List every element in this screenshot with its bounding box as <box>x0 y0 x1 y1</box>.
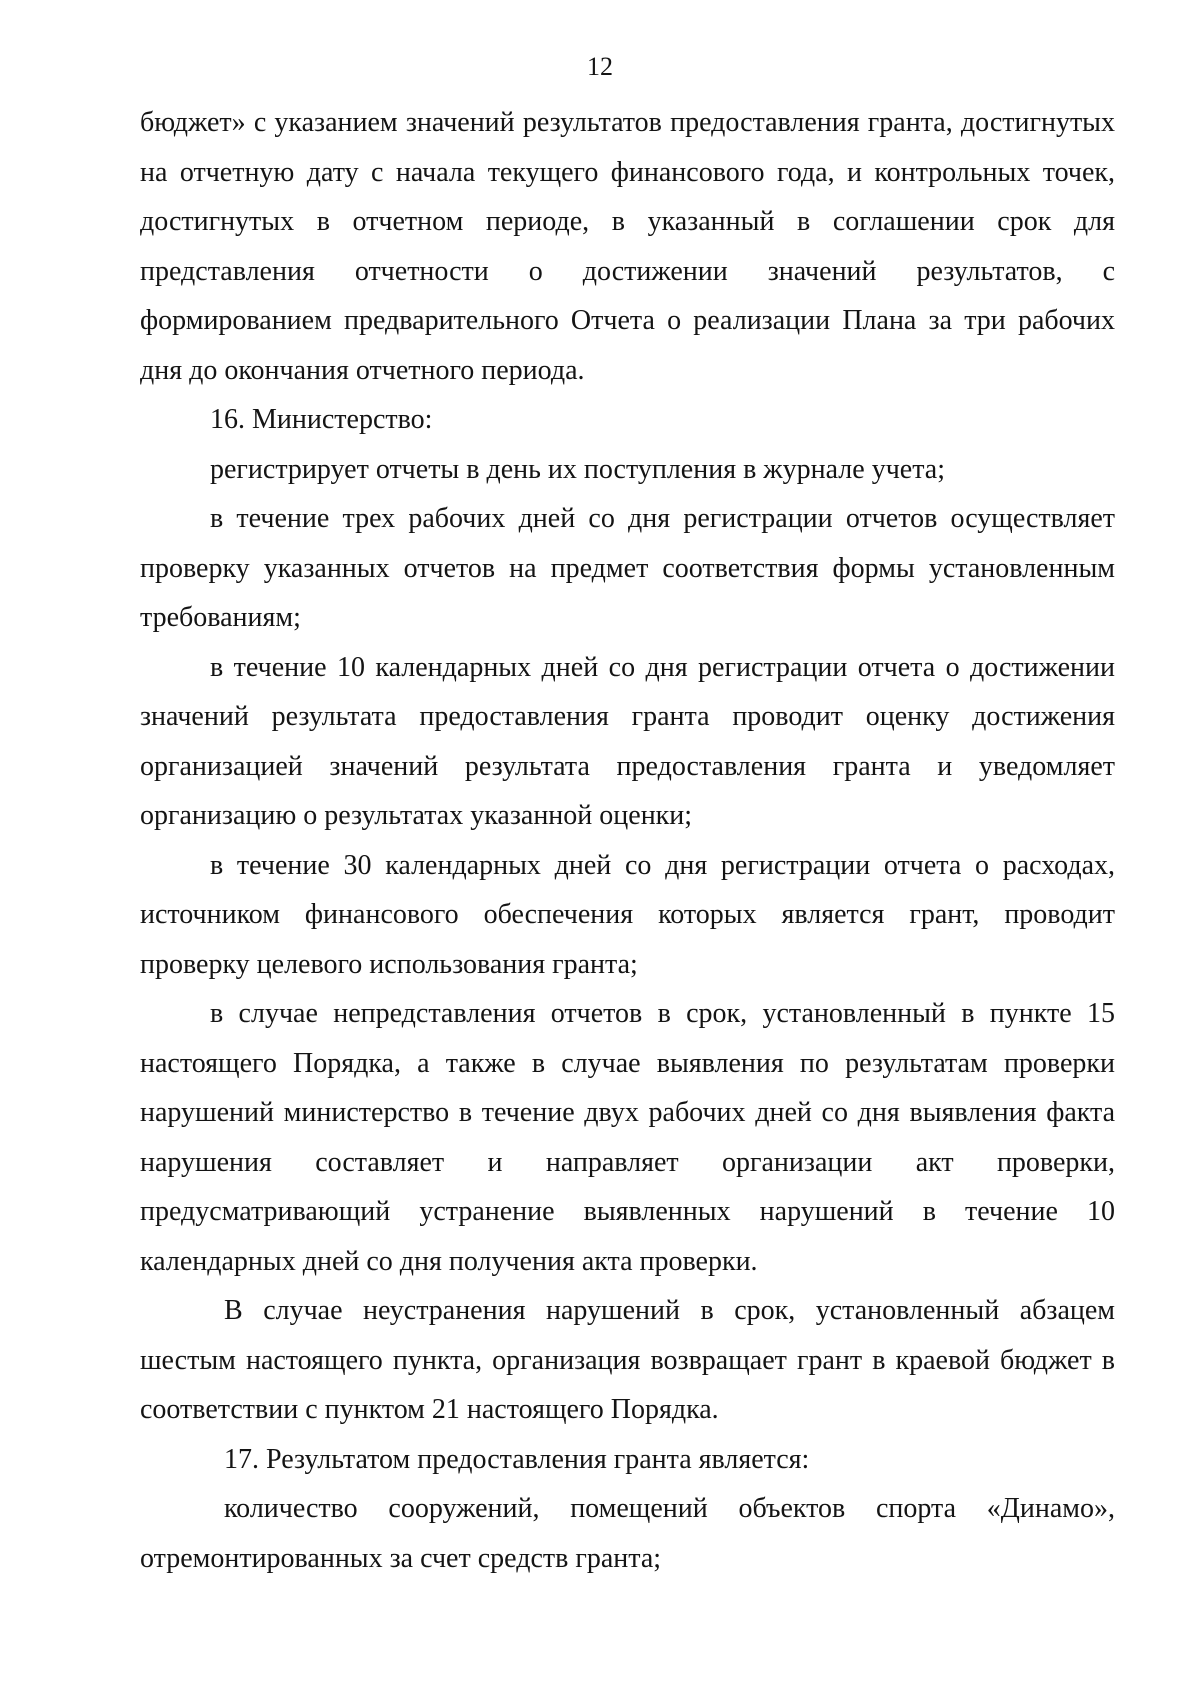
paragraph-grant-return: В случае неустранения нарушений в срок, установленный абзацем шестым настоящего пункта, организация возвращает грант в краевой бюджет в соответствии с пунктом 21 настоящего Порядка. <box>140 1295 1115 1425</box>
paragraph-ten-days-assessment: в течение 10 календарных дней со дня регистрации отчета о достижении значений результата предоставления гранта проводит оценку достижения организацией значений результата предоставления гранта и уведомляет организацию о результатах указанной оценки; <box>140 651 1115 831</box>
paragraph-registers-reports: регистрирует отчеты в день их поступления в журнале учета; <box>210 453 945 485</box>
page-number: 12 <box>587 52 613 81</box>
paragraph-continuation: бюджет» с указанием значений результатов предоставления гранта, достигнутых на отчетную дату с начала текущего финансового года, и контрольных точек, достигнутых в отчетном периоде, в указанный в соглашении срок для представления отчетности о достижении значений результатов, с формированием предварительного Отчета о реализации Плана за три рабочих дня до окончания отчетного периода. <box>140 107 1115 386</box>
paragraph-violations-act: в случае непредставления отчетов в срок, установленный в пункте 15 настоящего Порядка, а также в случае выявления по результатам проверки нарушений министерство в течение двух рабочих дней со дня выявления факта нарушения составляет и направляет организации акт проверки, предусматривающий устранение выявленных нарушений в течение 10 календарных дней со дня получения акта проверки. <box>140 998 1115 1277</box>
paragraph-result-count: количество сооружений, помещений объектов спорта «Динамо», отремонтированных за счет средств гранта; <box>140 1493 1115 1574</box>
document-body <box>140 98 1115 1583</box>
paragraph-three-days-check: в течение трех рабочих дней со дня регистрации отчетов осуществляет проверку указанных отчетов на предмет соответствия формы установленным требованиям; <box>140 503 1115 633</box>
paragraph-item-17-heading: 17. Результатом предоставления гранта является: <box>224 1443 810 1475</box>
paragraph-item-16-heading: 16. Министерство: <box>210 404 433 435</box>
paragraph-thirty-days-check: в течение 30 календарных дней со дня регистрации отчета о расходах, источником финансового обеспечения которых является грант, проводит проверку целевого использования гранта; <box>140 849 1115 980</box>
